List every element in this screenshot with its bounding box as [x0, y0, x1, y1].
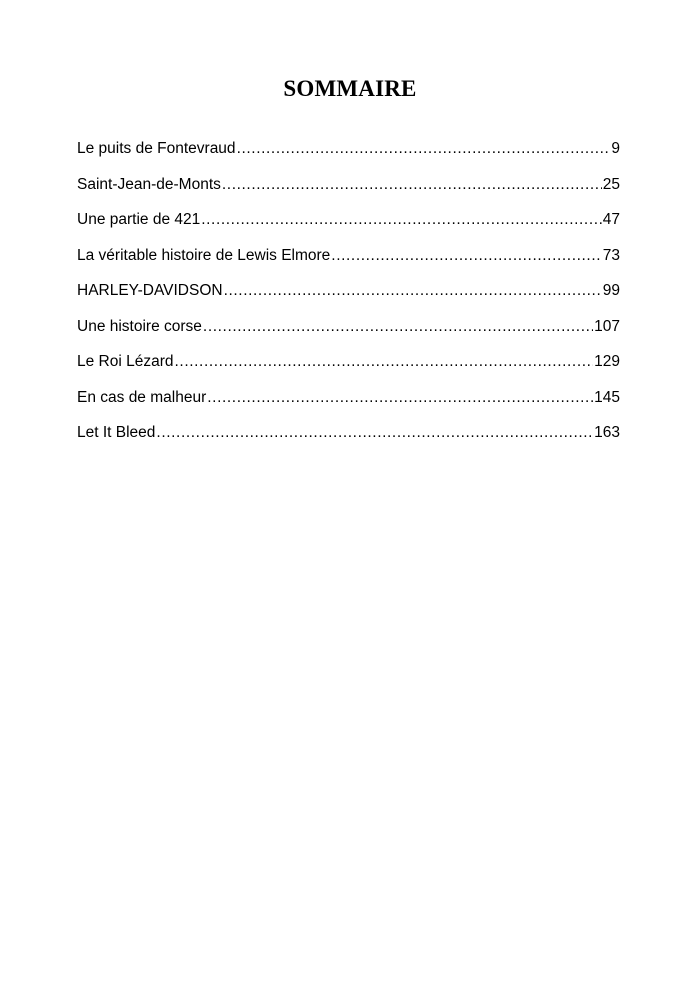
toc-entry-title: En cas de malheur	[77, 388, 207, 406]
toc-entry-title: HARLEY-DAVIDSON	[77, 282, 223, 299]
page-title: SOMMAIRE	[283, 76, 417, 101]
toc-leader-dots	[331, 247, 601, 265]
toc-entry-page: 145	[594, 388, 620, 406]
toc-entry	[77, 176, 620, 212]
toc-leader-dots	[156, 424, 593, 442]
toc-leader-dots	[237, 140, 611, 158]
toc-entry	[77, 318, 620, 354]
toc-entry-title: Let It Bleed	[77, 424, 156, 441]
toc-entry	[77, 247, 620, 283]
toc-entry	[77, 211, 620, 247]
toc-entry	[77, 353, 620, 389]
toc-leader-dots	[203, 318, 593, 336]
toc-leader-dots	[224, 282, 602, 300]
toc-entry	[77, 389, 620, 425]
toc-entry	[77, 282, 620, 318]
toc-entry-page: 129	[594, 353, 620, 370]
toc-leader-dots	[175, 353, 594, 371]
toc-leader-dots	[222, 176, 602, 194]
toc-entry	[77, 140, 620, 176]
toc-entry-title: Une histoire corse	[77, 317, 202, 335]
toc-entry-page: 9	[611, 140, 620, 157]
toc-entry-title: Saint-Jean-de-Monts	[77, 175, 221, 193]
toc-entry-title: Une partie de 421	[77, 211, 201, 228]
toc-entry	[77, 424, 620, 460]
toc-entry-page: 107	[594, 317, 620, 335]
toc-entry-page: 47	[602, 211, 620, 228]
toc-entry-page: 163	[594, 424, 620, 441]
toc-entry-title: Le puits de Fontevraud	[77, 140, 236, 157]
table-of-contents	[77, 140, 620, 460]
toc-entry-page: 73	[602, 246, 620, 264]
toc-entry-title: La véritable histoire de Lewis Elmore	[77, 246, 331, 264]
toc-entry-page: 25	[602, 175, 620, 193]
toc-leader-dots	[201, 211, 602, 229]
toc-leader-dots	[207, 389, 593, 407]
toc-entry-title: Le Roi Lézard	[77, 353, 174, 370]
toc-entry-page: 99	[602, 282, 620, 299]
